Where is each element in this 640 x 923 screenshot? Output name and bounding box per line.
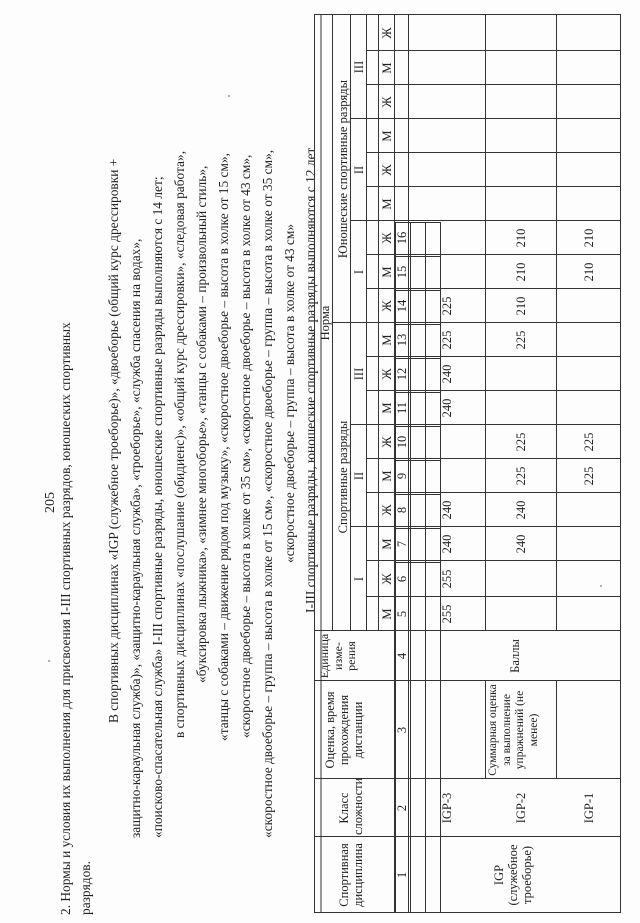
sport-rank-III: III	[352, 367, 366, 381]
value-cell: 240	[440, 534, 454, 554]
unit-cell: Баллы	[508, 639, 522, 673]
value-cell: 225	[582, 432, 596, 452]
youth-rank-I: I	[352, 269, 366, 275]
header-evaluation: Оценка, время прохождения дистанции	[323, 691, 365, 769]
class-cell: IGP-2	[514, 792, 528, 824]
class-cell: IGP-1	[582, 792, 596, 824]
value-cell: 240	[440, 500, 454, 520]
column-number: 7	[395, 540, 409, 548]
value-cell: 225	[514, 466, 528, 486]
column-number: 8	[395, 506, 409, 514]
gender-f: Ж	[380, 573, 394, 585]
youth-rank-II: II	[352, 165, 366, 175]
evaluation-cell: Суммарная оценка за выполнение упражнений (не менее)	[487, 684, 540, 776]
intro-line-5: «буксировка лыжника», «зимнее многоборье», «танцы с собаками – произвольный стиль»,	[194, 165, 209, 683]
gender-f: Ж	[380, 27, 394, 39]
value-cell: 240	[514, 500, 528, 520]
gender-f: Ж	[380, 504, 394, 516]
gender-m: М	[380, 130, 394, 142]
value-cell: 240	[440, 364, 454, 384]
header-sport-ranks: Спортивные разряды	[336, 420, 350, 534]
gender-m: М	[380, 402, 394, 414]
intro-line-1: В спортивных дисциплинах «IGP (служебное троеборье)», «двоеборье (общий курс дрессировки +	[106, 158, 121, 723]
intro-line-9: «скоростное двоеборье – группа – высота в холке от 43 см»	[282, 223, 297, 563]
column-number: 11	[395, 401, 409, 415]
value-cell: 255	[440, 604, 454, 624]
column-number: 5	[395, 610, 409, 618]
column-number: 14	[395, 299, 409, 313]
column-number: 10	[395, 435, 409, 449]
value-cell: 210	[514, 296, 528, 316]
column-number: 15	[395, 265, 409, 279]
value-cell: 240	[440, 398, 454, 418]
sport-rank-II: II	[352, 471, 366, 481]
column-number: 12	[395, 367, 409, 381]
header-youth-ranks: Юношеские спортивные разряды	[336, 79, 350, 259]
value-cell: 225	[514, 432, 528, 452]
value-cell: 225	[440, 330, 454, 350]
value-cell: 225	[440, 296, 454, 316]
youth-rank-III: III	[352, 60, 366, 74]
gender-m: М	[380, 62, 394, 74]
gender-m: М	[380, 608, 394, 620]
column-number: 1	[395, 871, 409, 879]
intro-line-7: «скоростное двоеборье – высота в холке от 35 см», «скоростное двоеборье – высота в холке от 43 см»,	[238, 154, 253, 738]
discipline-cell: IGP (служебное троеборье)	[492, 844, 534, 906]
header-unit: Единица изме- рения	[317, 633, 358, 679]
intro-line-3: «поисково-спасательная служба» I-III спортивные разряды, юношеские спортивные разряды выполняются с 14 лет;	[150, 176, 165, 838]
gender-m: М	[380, 266, 394, 278]
gender-m: М	[380, 198, 394, 210]
intro-line-10: I-III спортивные разряды, юношеские спортивные разряды выполняются с 12 лет	[303, 147, 318, 613]
column-number: 6	[395, 575, 409, 583]
section-heading-line-1: 2. Нормы и условия их выполнения для присвоения I-III спортивных разрядов, юношеских спортивных	[58, 322, 73, 915]
section-heading-line-2: разрядов.	[78, 861, 93, 915]
intro-line-2: защитно-караульная служба)», «защитно-караульная служба», «троеборье», «служба спасения на водах»,	[128, 238, 143, 838]
intro-line-6: «танцы с собаками – движение рядом под музыку», «скоростное двоеборье – высота в холке от 15 см»,	[216, 152, 231, 741]
value-cell: 255	[440, 569, 454, 589]
gender-f: Ж	[380, 232, 394, 244]
column-number: 9	[395, 472, 409, 480]
page-number: 205	[43, 492, 58, 513]
gender-m: М	[380, 470, 394, 482]
value-cell: 210	[582, 262, 596, 282]
gender-f: Ж	[380, 436, 394, 448]
column-number: 16	[395, 231, 409, 245]
value-cell: 210	[514, 262, 528, 282]
sport-rank-I: I	[352, 576, 366, 582]
column-number: 3	[395, 726, 409, 734]
intro-line-8: «скоростное двоеборье – группа – высота в холке от 15 см», «скоростное двоеборье – группа – высота в холке от 35 см»,	[260, 149, 275, 838]
value-cell: 210	[514, 228, 528, 248]
column-number: 2	[395, 804, 409, 812]
intro-line-4: в спортивных дисциплинах «послушание (обидиенс)», «общий курс дрессировки», «следовая работа»,	[172, 150, 187, 738]
column-number: 13	[395, 333, 409, 347]
gender-f: Ж	[380, 300, 394, 312]
header-norm: Норма	[318, 305, 332, 341]
value-cell: 240	[514, 534, 528, 554]
value-cell: 225	[582, 466, 596, 486]
gender-f: Ж	[380, 368, 394, 380]
class-cell: IGP-3	[440, 792, 454, 824]
value-cell: 225	[514, 330, 528, 350]
value-cell: 210	[582, 228, 596, 248]
gender-f: Ж	[380, 164, 394, 176]
header-discipline: Спортивная дисциплина	[337, 843, 365, 907]
gender-m: М	[380, 538, 394, 550]
column-number: 4	[395, 652, 409, 660]
header-class: Класс сложности	[337, 777, 365, 835]
gender-f: Ж	[380, 96, 394, 108]
gender-m: М	[380, 334, 394, 346]
